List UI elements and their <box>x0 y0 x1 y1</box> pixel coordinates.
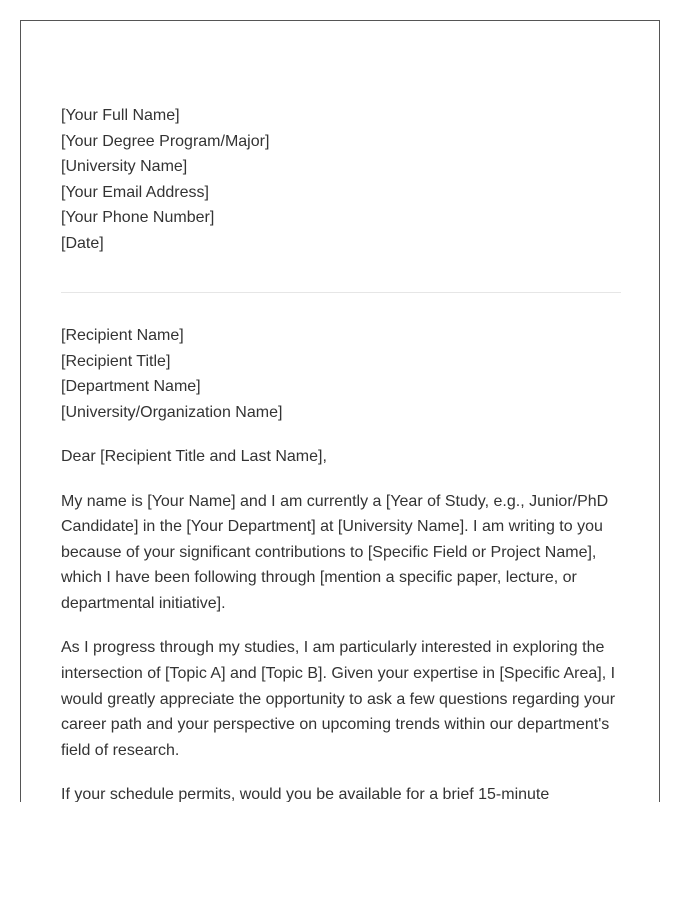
body-paragraph: As I progress through my studies, I am particularly interested in exploring the intersection of [Topic A] and [Topic B]. Given your expertise in [Specific Area], I would greatly appreciate the opportunity to ask a few questions regarding your career path and your perspective on upcoming trends within our department's field of research. <box>61 639 616 759</box>
recipient-name: [Recipient Name] <box>61 327 184 344</box>
letter-date: [Date] <box>61 234 104 252</box>
body-paragraph: If your schedule permits, would you be available for a brief 15-minute <box>61 786 550 802</box>
recipient-block <box>61 323 621 425</box>
section-divider <box>61 292 621 293</box>
sender-university: [University Name] <box>61 158 188 175</box>
letter-page <box>20 20 660 802</box>
salutation: Dear [Recipient Title and Last Name], <box>61 448 327 465</box>
sender-email: [Your Email Address] <box>61 183 209 201</box>
sender-full-name: [Your Full Name] <box>61 107 180 124</box>
body-paragraph: My name is [Your Name] and I am currently a [Year of Study, e.g., Junior/PhD Candidate] in the [Your Department] at [University Name]. I am writing to you because of your significant contributions to [Specific Field or Project Name], which I have been following through [mention a specific paper, lecture, or departmental initiative]. <box>61 492 609 612</box>
recipient-title: [Recipient Title] <box>61 352 171 370</box>
sender-phone: [Your Phone Number] <box>61 209 215 226</box>
sender-degree: [Your Degree Program/Major] <box>61 132 270 150</box>
recipient-organization: [University/Organization Name] <box>61 403 283 421</box>
letter-content <box>61 103 621 802</box>
recipient-department: [Department Name] <box>61 378 201 395</box>
sender-block <box>61 103 621 256</box>
